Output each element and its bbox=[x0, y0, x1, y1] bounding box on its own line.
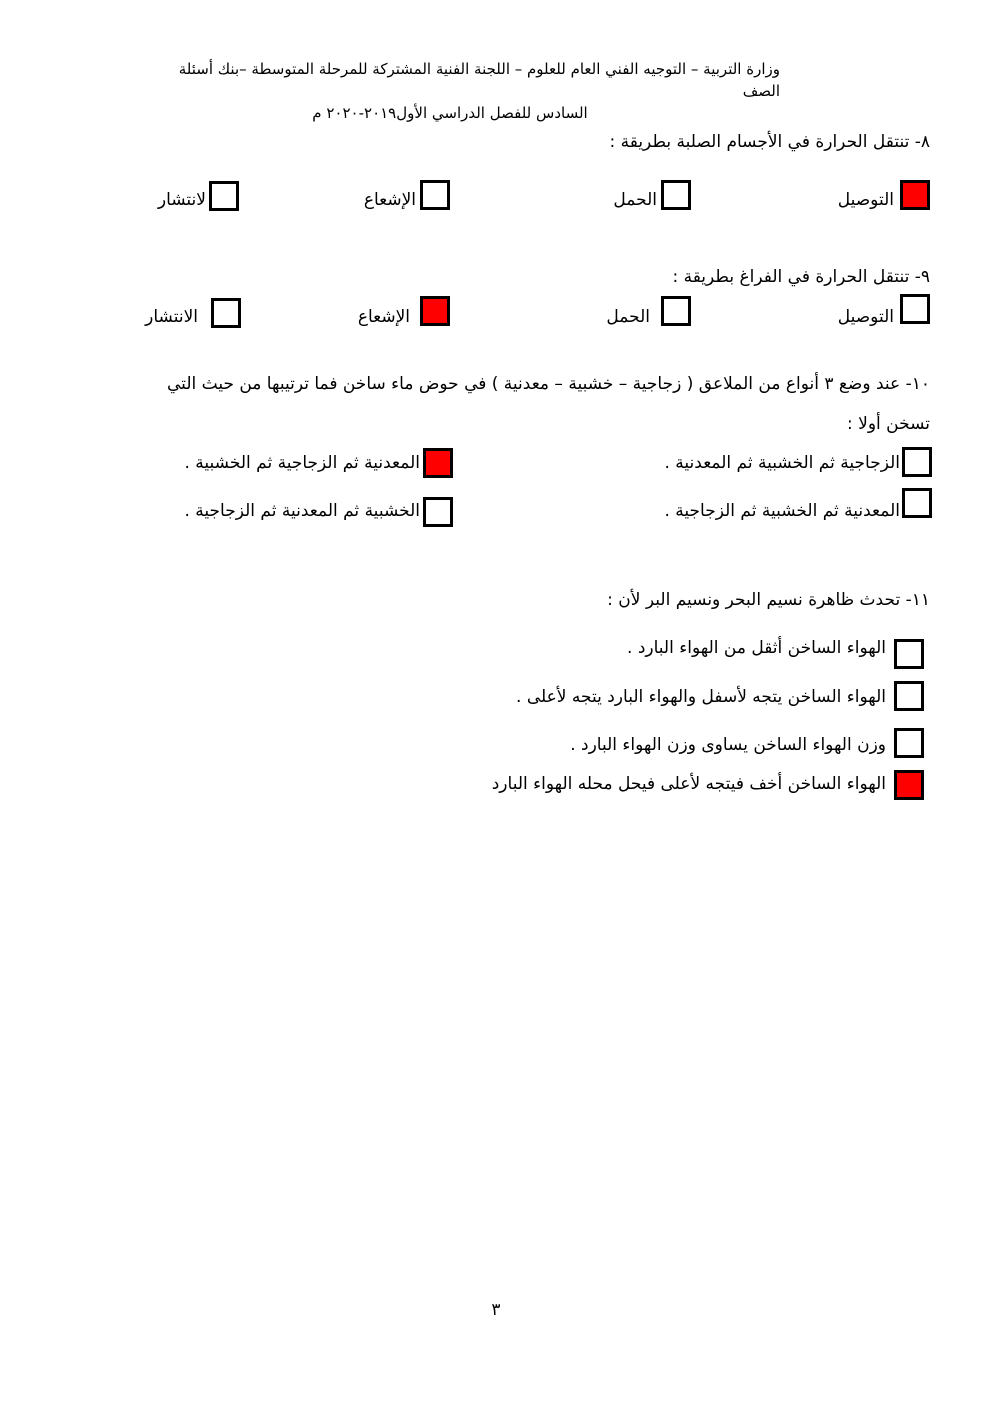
q10-option-2-label: المعدنية ثم الزجاجية ثم الخشبية . bbox=[184, 453, 420, 473]
q11-option-2-label: الهواء الساخن يتجه لأسفل والهواء البارد يتجه لأعلى . bbox=[516, 687, 886, 707]
q9-option-2-label: الحمل bbox=[606, 307, 650, 327]
q11-option-4-label: الهواء الساخن أخف فيتجه لأعلى فيحل محله الهواء البارد bbox=[491, 774, 886, 794]
q10-option-3-checkbox[interactable] bbox=[902, 488, 932, 518]
question-8-text: ٨- تنتقل الحرارة في الأجسام الصلبة بطريقة : bbox=[609, 132, 930, 152]
q10-option-4-checkbox[interactable] bbox=[423, 497, 453, 527]
q8-option-1-label: التوصيل bbox=[837, 190, 894, 210]
q8-option-4-checkbox[interactable] bbox=[209, 181, 239, 211]
q9-option-4-checkbox[interactable] bbox=[211, 298, 241, 328]
header-line-2: السادس للفصل الدراسي الأول٢٠١٩-٢٠٢٠ م bbox=[312, 104, 588, 122]
q8-option-2-checkbox[interactable] bbox=[661, 180, 691, 210]
q9-option-3-checkbox[interactable] bbox=[420, 296, 450, 326]
q11-option-1-label: الهواء الساخن أثقل من الهواء البارد . bbox=[627, 638, 886, 658]
q11-option-1-checkbox[interactable] bbox=[894, 639, 924, 669]
q9-option-4-label: الانتشار bbox=[145, 307, 198, 327]
header-line-1: وزارة التربية – التوجيه الفني العام للعلوم – اللجنة الفنية المشتركة للمرحلة المتوسطة –بنك أسئلة الصف bbox=[178, 60, 780, 100]
page-number: ٣ bbox=[491, 1300, 501, 1320]
q9-option-2-checkbox[interactable] bbox=[661, 296, 691, 326]
q10-option-1-checkbox[interactable] bbox=[902, 447, 932, 477]
question-11-text: ١١- تحدث ظاهرة نسيم البحر ونسيم البر لأن : bbox=[607, 590, 930, 610]
q9-option-3-label: الإشعاع bbox=[357, 307, 410, 327]
q10-option-1-label: الزجاجية ثم الخشبية ثم المعدنية . bbox=[664, 453, 900, 473]
page-header bbox=[140, 58, 780, 124]
q8-option-2-label: الحمل bbox=[613, 190, 657, 210]
question-9-text: ٩- تنتقل الحرارة في الفراغ بطريقة : bbox=[672, 267, 930, 287]
q10-option-4-label: الخشبية ثم المعدنية ثم الزجاجية . bbox=[184, 501, 420, 521]
q10-option-3-label: المعدنية ثم الخشبية ثم الزجاجية . bbox=[664, 501, 900, 521]
q11-option-3-label: وزن الهواء الساخن يساوى وزن الهواء البارد . bbox=[570, 735, 886, 755]
question-10-text-line-2: تسخن أولا : bbox=[847, 414, 930, 434]
q11-option-4-checkbox[interactable] bbox=[894, 770, 924, 800]
question-10-text-line-1: ١٠- عند وضع ٣ أنواع من الملاعق ( زجاجية – خشبية – معدنية ) في حوض ماء ساخن فما ترتيبها من حيث التي bbox=[167, 374, 930, 394]
q9-option-1-checkbox[interactable] bbox=[900, 294, 930, 324]
q8-option-3-label: الإشعاع bbox=[363, 190, 416, 210]
q8-option-4-label: لانتشار bbox=[157, 190, 206, 210]
q9-option-1-label: التوصيل bbox=[837, 307, 894, 327]
q11-option-2-checkbox[interactable] bbox=[894, 681, 924, 711]
q10-option-2-checkbox[interactable] bbox=[423, 448, 453, 478]
q8-option-1-checkbox[interactable] bbox=[900, 180, 930, 210]
q11-option-3-checkbox[interactable] bbox=[894, 728, 924, 758]
q8-option-3-checkbox[interactable] bbox=[420, 180, 450, 210]
